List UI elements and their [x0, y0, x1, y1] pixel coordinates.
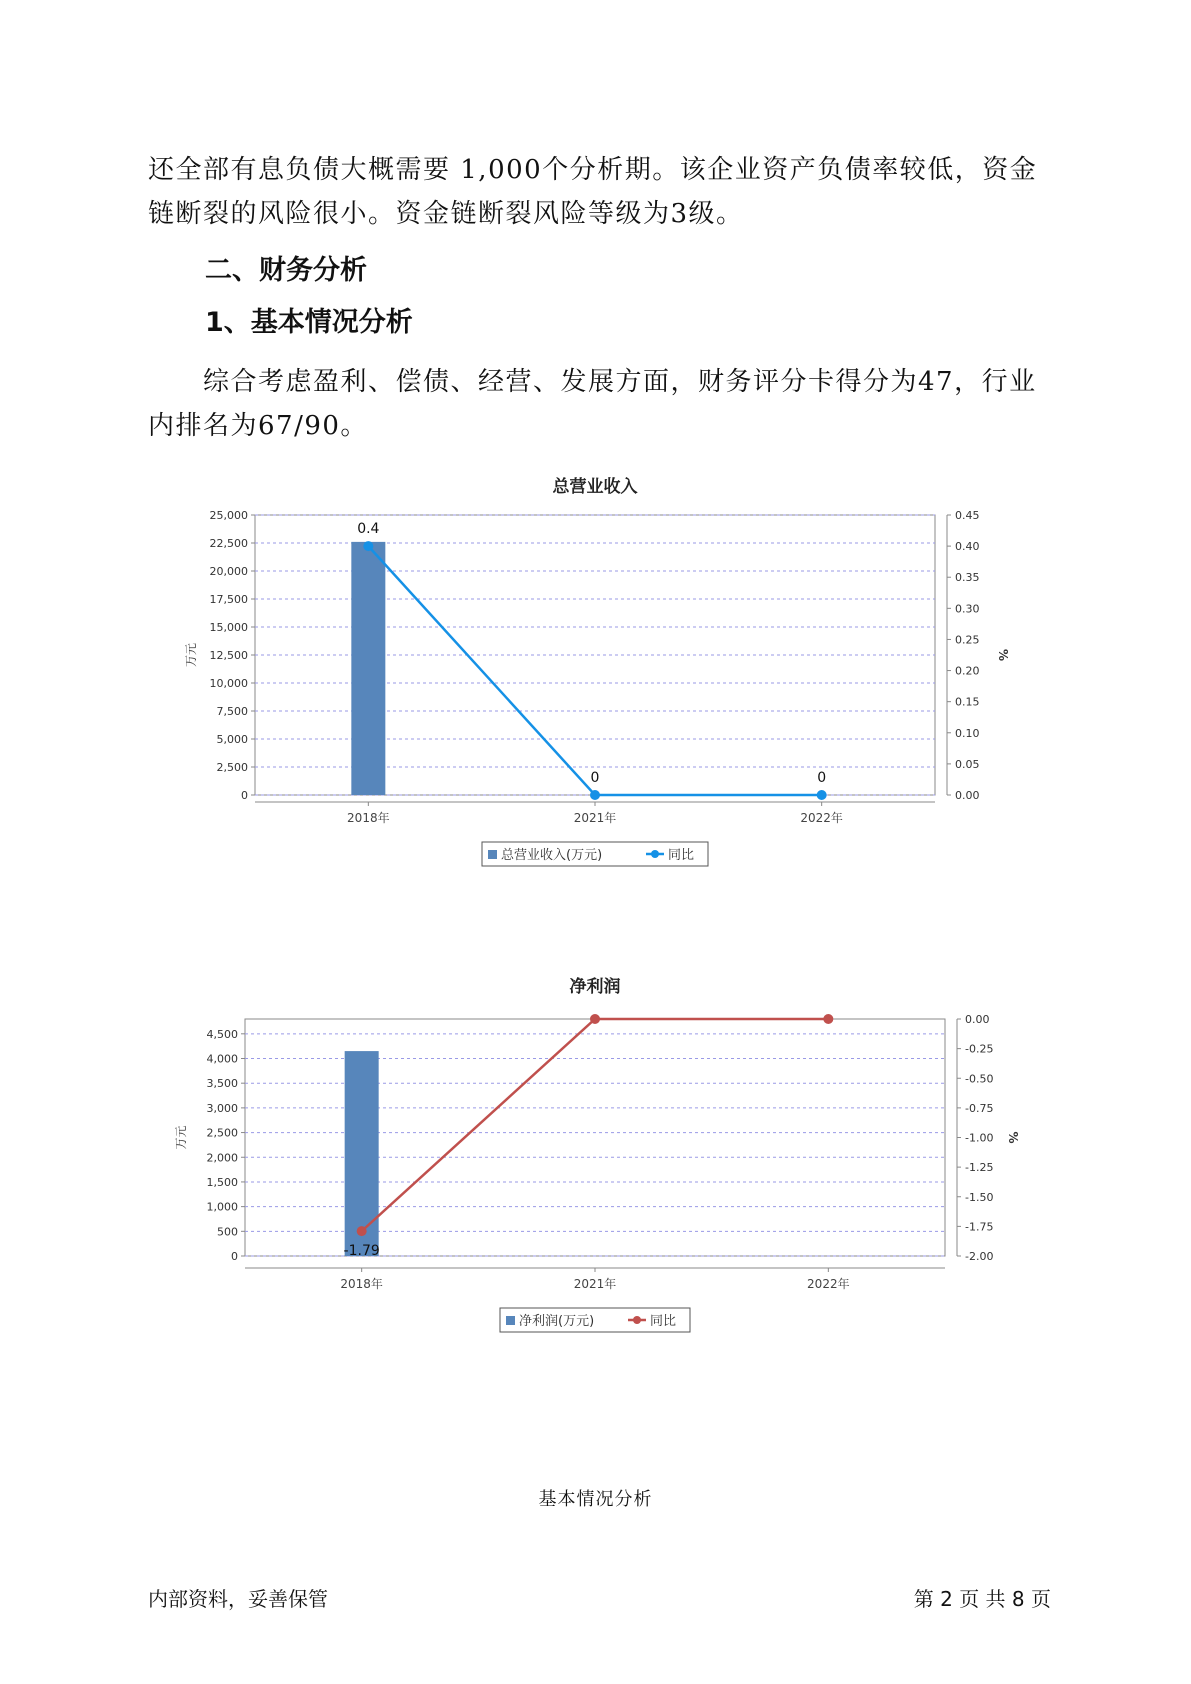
- line-point: [590, 790, 600, 800]
- y-left-tick-label: 4,500: [206, 1027, 238, 1041]
- y-left-tick-label: 1,500: [206, 1175, 238, 1189]
- line-point: [817, 790, 827, 800]
- chart-title: 总营业收入: [552, 477, 638, 497]
- y-left-tick-label: 12,500: [209, 649, 248, 662]
- y-right-tick-label: 0.00: [955, 789, 980, 802]
- y-left-tick-label: 1,000: [206, 1200, 238, 1214]
- y-right-tick-label: -0.25: [965, 1042, 994, 1056]
- x-tick-label: 2018年: [347, 811, 390, 825]
- y-left-tick-label: 2,500: [216, 761, 248, 774]
- y-right-tick-label: -1.50: [965, 1190, 994, 1204]
- footer-confidential: 内部资料，妥善保管: [148, 1587, 328, 1611]
- y-left-tick-label: 22,500: [209, 537, 248, 550]
- legend-bar-swatch: [488, 850, 497, 859]
- y-right-tick-label: 0.30: [955, 602, 980, 616]
- y-left-tick-label: 17,500: [209, 593, 248, 606]
- bar: [345, 1051, 379, 1256]
- y-right-tick-label: 0.20: [955, 664, 980, 678]
- y-right-tick-label: -2.00: [965, 1250, 994, 1263]
- y-left-tick-label: 10,000: [209, 677, 248, 690]
- y-left-tick-label: 7,500: [216, 705, 248, 718]
- legend-line-marker: [651, 850, 659, 858]
- data-label: -1.79: [343, 1243, 380, 1260]
- chart-title: 净利润: [569, 977, 621, 997]
- paragraph-risk: 还全部有息负债大概需要 1,000个分析期。该企业资产负债率较低，资金链断裂的风险很小。资金链断裂风险等级为3级。: [148, 155, 1038, 229]
- legend-bar-label: 净利润(万元): [519, 1314, 595, 1329]
- y-left-tick-label: 3,000: [206, 1101, 238, 1115]
- y-right-label: %: [1006, 1131, 1020, 1144]
- x-tick-label: 2021年: [573, 1277, 617, 1291]
- data-label: 0.4: [357, 521, 380, 538]
- y-right-tick-label: 0.00: [965, 1013, 990, 1026]
- legend-line-marker: [633, 1316, 641, 1324]
- revenue-chart: [165, 475, 1025, 935]
- section-heading: 二、财务分析: [205, 255, 367, 286]
- bar: [351, 542, 385, 795]
- net-profit-chart: [165, 975, 1025, 1435]
- paragraph-score: 综合考虑盈利、偿债、经营、发展方面，财务评分卡得分为47，行业内排名为67/90。: [148, 367, 1037, 441]
- y-right-label: %: [996, 648, 1010, 662]
- y-left-tick-label: 15,000: [209, 621, 248, 634]
- data-label: 0: [817, 770, 827, 786]
- y-right-tick-label: 0.15: [955, 695, 980, 709]
- data-label: 0: [590, 770, 600, 786]
- y-left-tick-label: 25,000: [209, 509, 248, 522]
- y-right-tick-label: 0.40: [955, 540, 980, 554]
- line-point: [590, 1014, 600, 1024]
- y-right-tick-label: 0.10: [955, 726, 980, 740]
- legend-bar-swatch: [506, 1316, 515, 1325]
- y-left-tick-label: 2,000: [206, 1151, 238, 1165]
- series-line: [362, 1019, 829, 1231]
- y-left-tick-label: 2,500: [206, 1126, 238, 1140]
- y-right-tick-label: 0.35: [955, 571, 980, 585]
- x-tick-label: 2022年: [800, 811, 843, 825]
- series-line: [368, 546, 821, 795]
- x-tick-label: 2021年: [573, 811, 617, 825]
- y-left-tick-label: 0: [231, 1250, 238, 1263]
- y-right-tick-label: 0.45: [955, 509, 980, 522]
- y-right-tick-label: -0.50: [965, 1072, 994, 1086]
- line-point: [823, 1014, 833, 1024]
- y-left-tick-label: 5,000: [216, 733, 248, 746]
- y-right-tick-label: -1.75: [965, 1220, 994, 1234]
- x-tick-label: 2022年: [807, 1277, 850, 1291]
- legend-line-label: 同比: [668, 848, 695, 863]
- y-left-tick-label: 20,000: [209, 565, 248, 578]
- legend-bar-label: 总营业收入(万元): [501, 848, 603, 863]
- footer-page-number: 第 2 页 共 8 页: [913, 1587, 1051, 1611]
- y-left-tick-label: 4,000: [206, 1052, 238, 1066]
- y-left-label: 万元: [184, 642, 198, 668]
- y-right-tick-label: -1.00: [965, 1131, 994, 1145]
- y-right-tick-label: -1.25: [965, 1161, 994, 1175]
- legend-line-label: 同比: [650, 1314, 677, 1329]
- figure-caption: 基本情况分析: [538, 1489, 653, 1510]
- y-right-tick-label: -0.75: [965, 1101, 994, 1115]
- y-right-tick-label: 0.25: [955, 633, 980, 647]
- line-point: [357, 1226, 367, 1236]
- y-left-label: 万元: [174, 1125, 188, 1150]
- y-left-tick-label: 0: [241, 789, 248, 802]
- line-point: [363, 541, 373, 551]
- y-left-tick-label: 3,500: [206, 1077, 238, 1091]
- y-right-tick-label: 0.05: [955, 757, 980, 771]
- subsection-heading: 1、基本情况分析: [205, 307, 413, 338]
- x-tick-label: 2018年: [340, 1277, 383, 1291]
- y-left-tick-label: 500: [217, 1225, 238, 1239]
